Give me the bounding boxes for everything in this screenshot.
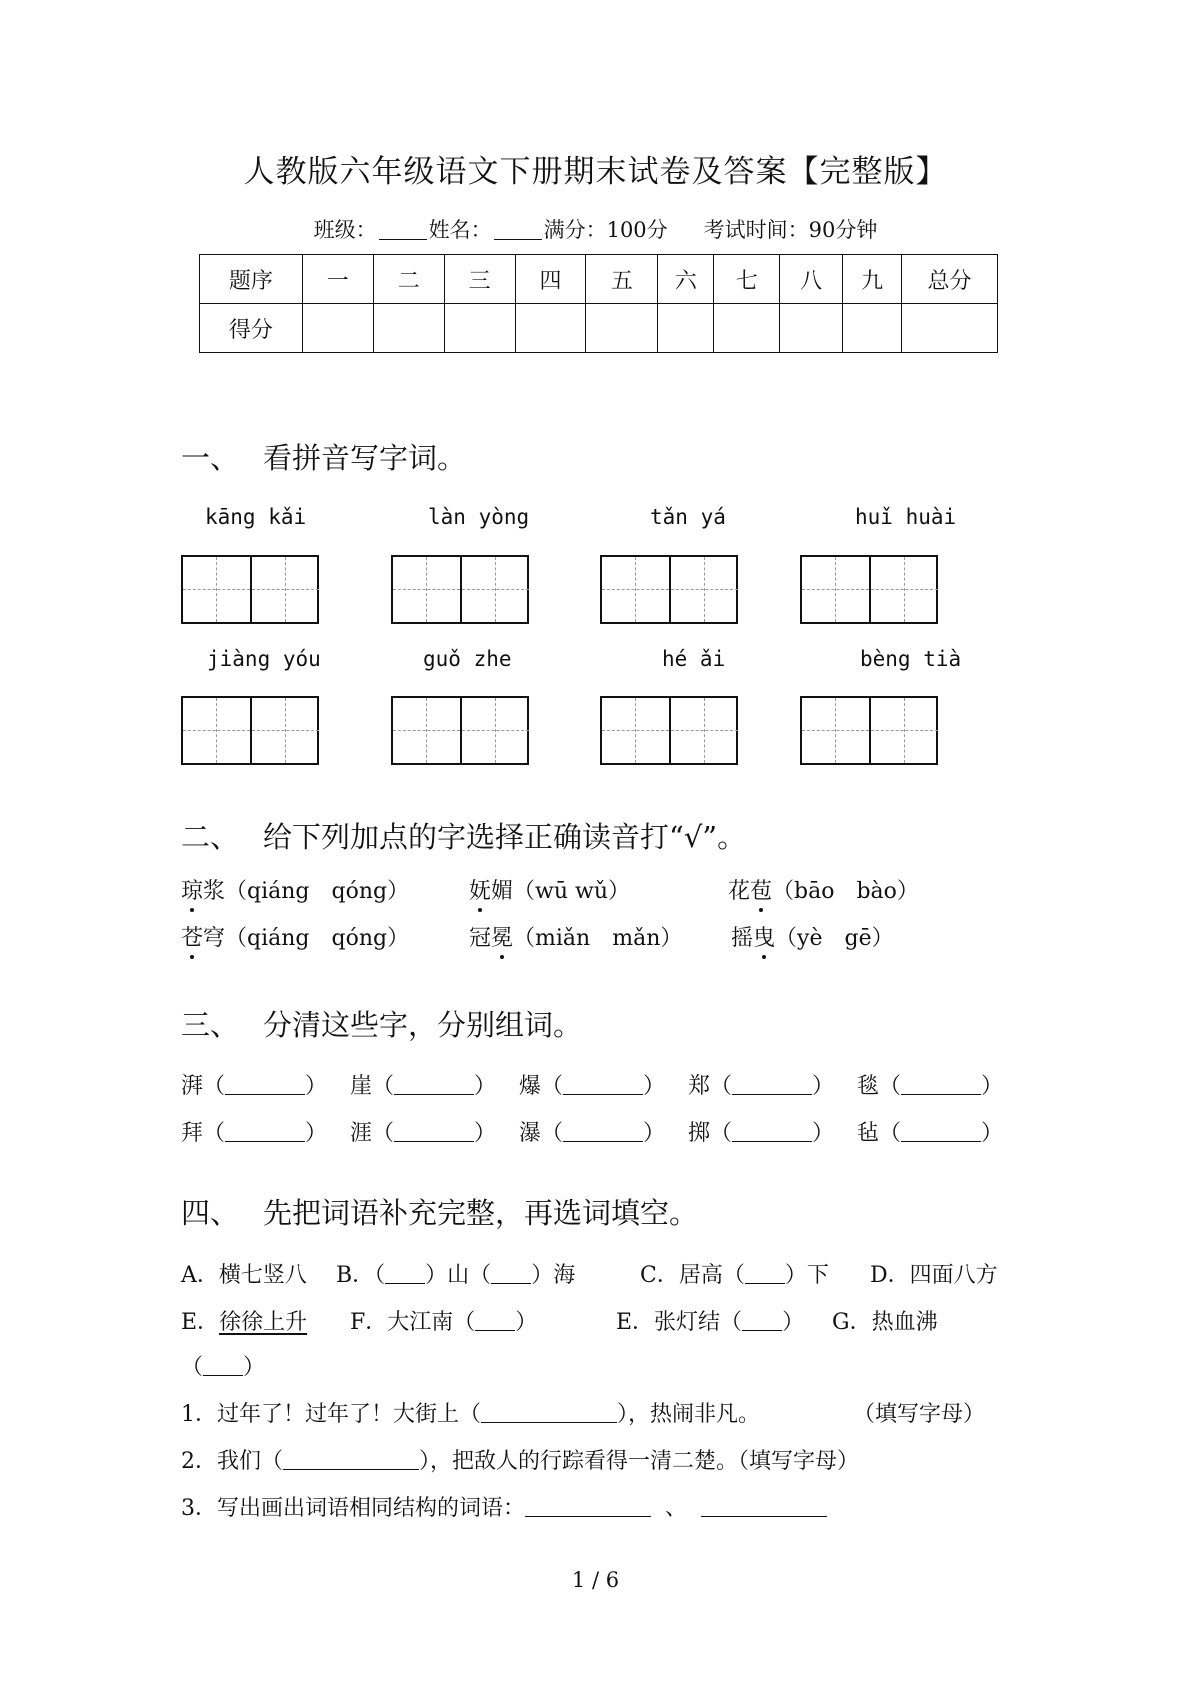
- option-g: G．热血沸: [832, 1310, 938, 1335]
- reading-item: 摇曳（yè gē）: [731, 921, 894, 952]
- answer-blank[interactable]: [394, 1074, 474, 1095]
- score-table-header-row: [200, 255, 998, 304]
- header-cell: 八: [780, 255, 843, 304]
- section-4-heading: [181, 1191, 698, 1232]
- writing-grid[interactable]: [800, 696, 938, 765]
- writing-grid[interactable]: [600, 555, 738, 624]
- answer-blank[interactable]: [745, 1263, 785, 1284]
- answer-blank[interactable]: [742, 1310, 782, 1331]
- pinyin-label: huǐ huài: [855, 505, 957, 529]
- reading-item: 冠冕（miǎn mǎn）: [469, 921, 682, 952]
- header-cell: 一: [302, 255, 373, 304]
- name-label: 姓名：: [428, 218, 492, 242]
- pinyin-label: làn yòng: [428, 505, 530, 529]
- score-table-score-row: [200, 304, 998, 353]
- dotted-char: 苍: [181, 921, 203, 952]
- word-item: 拜（ ）: [181, 1121, 328, 1146]
- option-f: F．大江南（ ）: [350, 1310, 538, 1335]
- score-cell[interactable]: [302, 304, 373, 353]
- page-title: 人教版六年级语文下册期末试卷及答案【完整版】: [243, 154, 948, 190]
- answer-blank[interactable]: [475, 1310, 515, 1331]
- class-blank[interactable]: [379, 217, 427, 240]
- header-cell: 四: [515, 255, 586, 304]
- header-cell: 九: [843, 255, 902, 304]
- dotted-char: 苞: [750, 874, 772, 905]
- section-number: 三、: [181, 1008, 240, 1042]
- reading-item: 花苞（bāo bào）: [728, 874, 919, 905]
- question-3: 3．写出画出词语相同结构的词语： 、: [181, 1491, 827, 1522]
- pinyin-label: hé ǎi: [662, 647, 726, 671]
- header-cell: 七: [714, 255, 780, 304]
- section-title: 分清这些字，分别组词。: [263, 1008, 583, 1042]
- header-cell: 二: [373, 255, 444, 304]
- answer-blank[interactable]: [732, 1121, 812, 1142]
- dotted-char: 曳: [753, 921, 775, 952]
- writing-grid[interactable]: [600, 696, 738, 765]
- pinyin-label: guǒ zhe: [423, 647, 512, 671]
- score-cell[interactable]: [373, 304, 444, 353]
- section-1-heading: [181, 436, 466, 477]
- word-item: 掷（ ）: [688, 1121, 835, 1146]
- header-cell: 五: [586, 255, 658, 304]
- answer-blank[interactable]: [225, 1074, 305, 1095]
- score-cell[interactable]: [586, 304, 658, 353]
- page-number: 1 / 6: [571, 1568, 620, 1592]
- exam-info: [0, 214, 1191, 244]
- answer-blank[interactable]: [563, 1121, 643, 1142]
- score-cell[interactable]: [515, 304, 586, 353]
- dotted-char: 琼: [181, 874, 203, 905]
- reading-item: 苍穹（qiáng qóng）: [181, 921, 409, 952]
- question-1: 1．过年了！过年了！大街上（ ），热闹非凡。: [181, 1402, 761, 1427]
- answer-blank[interactable]: [701, 1496, 827, 1517]
- name-blank[interactable]: [494, 217, 542, 240]
- answer-blank[interactable]: [732, 1074, 812, 1095]
- option-a: A．横七竖八: [181, 1263, 307, 1288]
- answer-blank[interactable]: [491, 1263, 531, 1284]
- section-3-heading: [181, 1003, 582, 1044]
- reading-item: 妩媚（wū wǔ）: [469, 874, 630, 905]
- pinyin-label: jiàng yóu: [207, 647, 321, 671]
- score-cell[interactable]: [902, 304, 998, 353]
- word-item: 湃（ ）: [181, 1074, 328, 1099]
- score-cell[interactable]: [843, 304, 902, 353]
- option-d: D．四面八方: [870, 1263, 998, 1288]
- full-score: 满分：100分: [543, 218, 668, 242]
- section-number: 二、: [181, 820, 240, 854]
- underlined-word: 徐徐上升: [219, 1310, 308, 1335]
- answer-blank[interactable]: [525, 1496, 651, 1517]
- writing-grid[interactable]: [181, 555, 319, 624]
- answer-blank[interactable]: [225, 1121, 305, 1142]
- header-cell: 总分: [902, 255, 998, 304]
- word-item: 涯（ ）: [350, 1121, 497, 1146]
- section-number: 四、: [181, 1196, 240, 1230]
- writing-grid[interactable]: [391, 555, 529, 624]
- score-cell[interactable]: [658, 304, 714, 353]
- pinyin-label: bèng tià: [860, 647, 962, 671]
- header-cell: 三: [444, 255, 515, 304]
- exam-time: 考试时间：90分钟: [703, 218, 878, 242]
- question-2: 2．我们（ ），把敌人的行踪看得一清二楚。（填写字母）: [181, 1449, 860, 1474]
- score-cell[interactable]: [714, 304, 780, 353]
- writing-grid[interactable]: [800, 555, 938, 624]
- word-item: 爆（ ）: [519, 1074, 666, 1099]
- word-item: 崖（ ）: [350, 1074, 497, 1099]
- dotted-char: 冕: [491, 921, 513, 952]
- answer-blank[interactable]: [901, 1121, 981, 1142]
- writing-grid[interactable]: [391, 696, 529, 765]
- pinyin-label: tǎn yá: [650, 505, 726, 529]
- word-item: 郑（ ）: [688, 1074, 835, 1099]
- section-title: 看拼音写字词。: [263, 441, 467, 475]
- option-c: C．居高（ ）下: [640, 1263, 829, 1288]
- answer-blank[interactable]: [901, 1074, 981, 1095]
- section-title: 先把词语补充完整，再选词填空。: [263, 1196, 699, 1230]
- word-item: 瀑（ ）: [519, 1121, 666, 1146]
- option-e: E．徐徐上升: [181, 1310, 308, 1335]
- question-1-note: （填写字母）: [853, 1402, 986, 1427]
- score-row-label: 得分: [200, 304, 303, 353]
- pinyin-label: kāng kǎi: [205, 505, 307, 529]
- option-b: B．（ ）山（ ）海: [336, 1263, 576, 1288]
- section-title: 给下列加点的字选择正确读音打“√”。: [263, 820, 747, 854]
- answer-blank[interactable]: [283, 1449, 419, 1470]
- answer-blank[interactable]: [481, 1402, 617, 1423]
- header-cell: 六: [658, 255, 714, 304]
- reading-item: 琼浆（qiáng qóng）: [181, 874, 409, 905]
- option-g-blank: （ ）: [181, 1355, 266, 1380]
- dotted-char: 妩: [469, 874, 491, 905]
- score-cell[interactable]: [444, 304, 515, 353]
- answer-blank[interactable]: [563, 1074, 643, 1095]
- header-cell: 题序: [200, 255, 303, 304]
- writing-grid[interactable]: [181, 696, 319, 765]
- option-e-2: E．张灯结（ ）: [616, 1310, 805, 1335]
- answer-blank[interactable]: [385, 1263, 425, 1284]
- word-item: 毯（ ）: [857, 1074, 1004, 1099]
- answer-blank[interactable]: [203, 1355, 243, 1376]
- class-label: 班级：: [313, 218, 377, 242]
- score-cell[interactable]: [780, 304, 843, 353]
- section-2-heading: [181, 815, 746, 856]
- score-table: [199, 254, 998, 353]
- answer-blank[interactable]: [394, 1121, 474, 1142]
- section-number: 一、: [181, 441, 240, 475]
- word-item: 毡（ ）: [857, 1121, 1004, 1146]
